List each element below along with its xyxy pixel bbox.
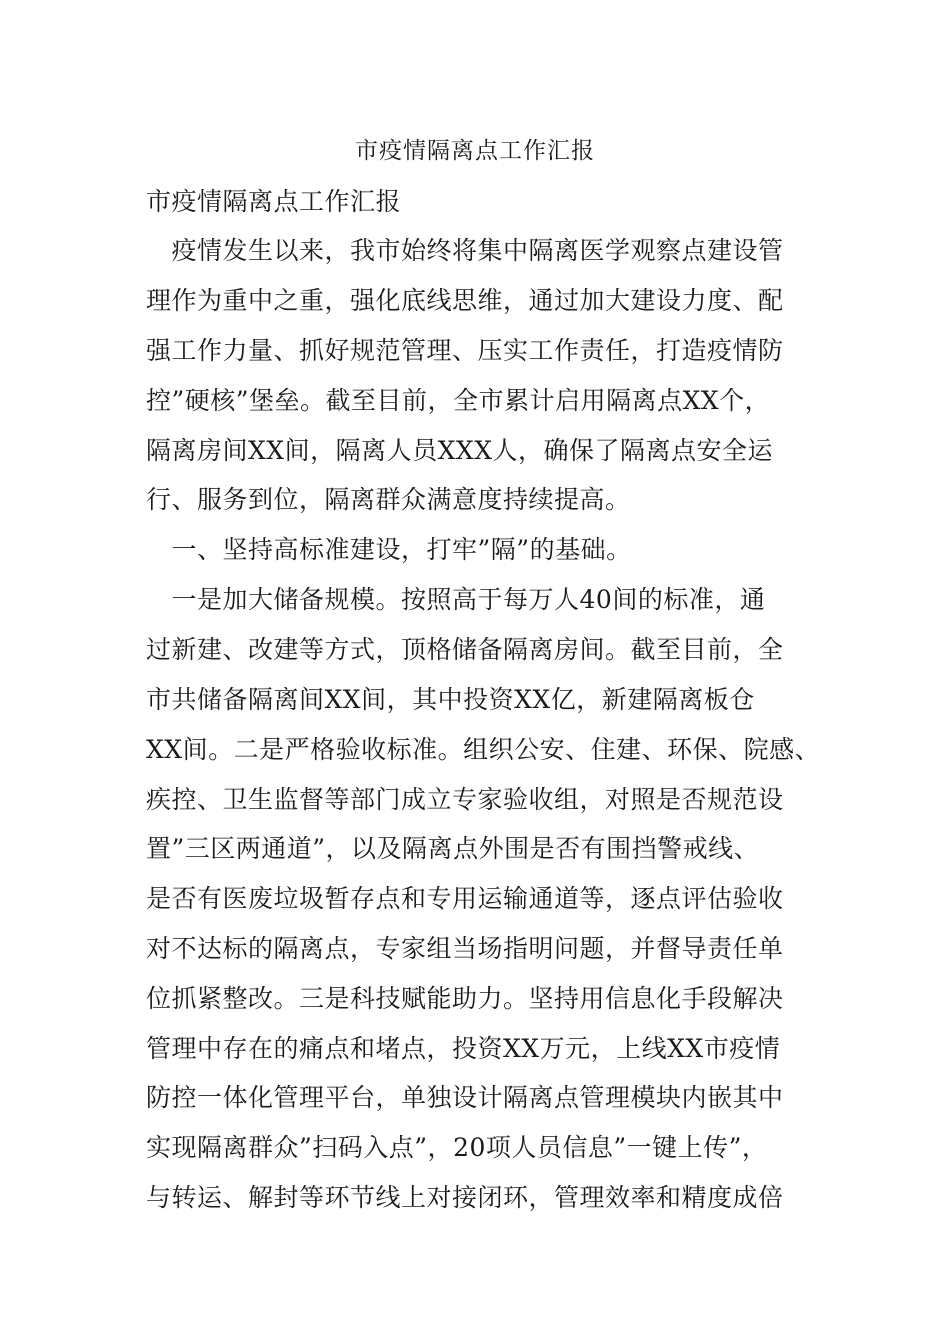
paragraph-line: 置”三区两通道”，以及隔离点外围是否有围挡警戒线、 — [146, 834, 760, 863]
paragraph-line: 过新建、改建等方式，顶格储备隔离房间。截至目前，全 — [146, 635, 784, 664]
paragraph-line: 理作为重中之重，强化底线思维，通过加大建设力度、配 — [146, 286, 784, 315]
paragraph-line: XX间。二是严格验收标准。组织公安、住建、环保、院感、 — [146, 735, 821, 764]
paragraph-line: 疫情发生以来，我市始终将集中隔离医学观察点建设管 — [146, 236, 784, 265]
document-subtitle: 市疫情隔离点工作汇报 — [146, 187, 402, 216]
paragraph-line: 行、服务到位，隔离群众满意度持续提高。 — [146, 485, 631, 514]
section-heading: 一、坚持高标准建设，打牢”隔”的基础。 — [146, 535, 632, 564]
paragraph-line: 隔离房间XX间，隔离人员XXX人，确保了隔离点安全运 — [146, 436, 773, 465]
document-title: 市疫情隔离点工作汇报 — [355, 138, 595, 164]
paragraph-line: 实现隔离群众”扫码入点”，20项人员信息”一键上传”， — [146, 1133, 768, 1162]
paragraph-line: 防控一体化管理平台，单独设计隔离点管理模块内嵌其中 — [146, 1083, 784, 1112]
paragraph-line: 位抓紧整改。三是科技赋能助力。坚持用信息化手段解决 — [146, 984, 784, 1013]
paragraph-line: 与转运、解封等环节线上对接闭环，管理效率和精度成倍 — [146, 1183, 784, 1212]
paragraph-line: 对不达标的隔离点，专家组当场指明问题，并督导责任单 — [146, 934, 784, 963]
paragraph-line: 强工作力量、抓好规范管理、压实工作责任，打造疫情防 — [146, 336, 784, 365]
paragraph-line: 管理中存在的痛点和堵点，投资XX万元，上线XX市疫情 — [146, 1034, 781, 1063]
paragraph-line: 是否有医废垃圾暂存点和专用运输通道等，逐点评估验收 — [146, 884, 784, 913]
paragraph-line: 控”硬核”堡垒。截至目前，全市累计启用隔离点XX个， — [146, 386, 771, 415]
paragraph-line: 市共储备隔离间XX间，其中投资XX亿，新建隔离板仓 — [146, 685, 755, 714]
paragraph-line: 一是加大储备规模。按照高于每万人40间的标准，通 — [146, 585, 766, 614]
paragraph-line: 疾控、卫生监督等部门成立专家验收组，对照是否规范设 — [146, 785, 784, 814]
